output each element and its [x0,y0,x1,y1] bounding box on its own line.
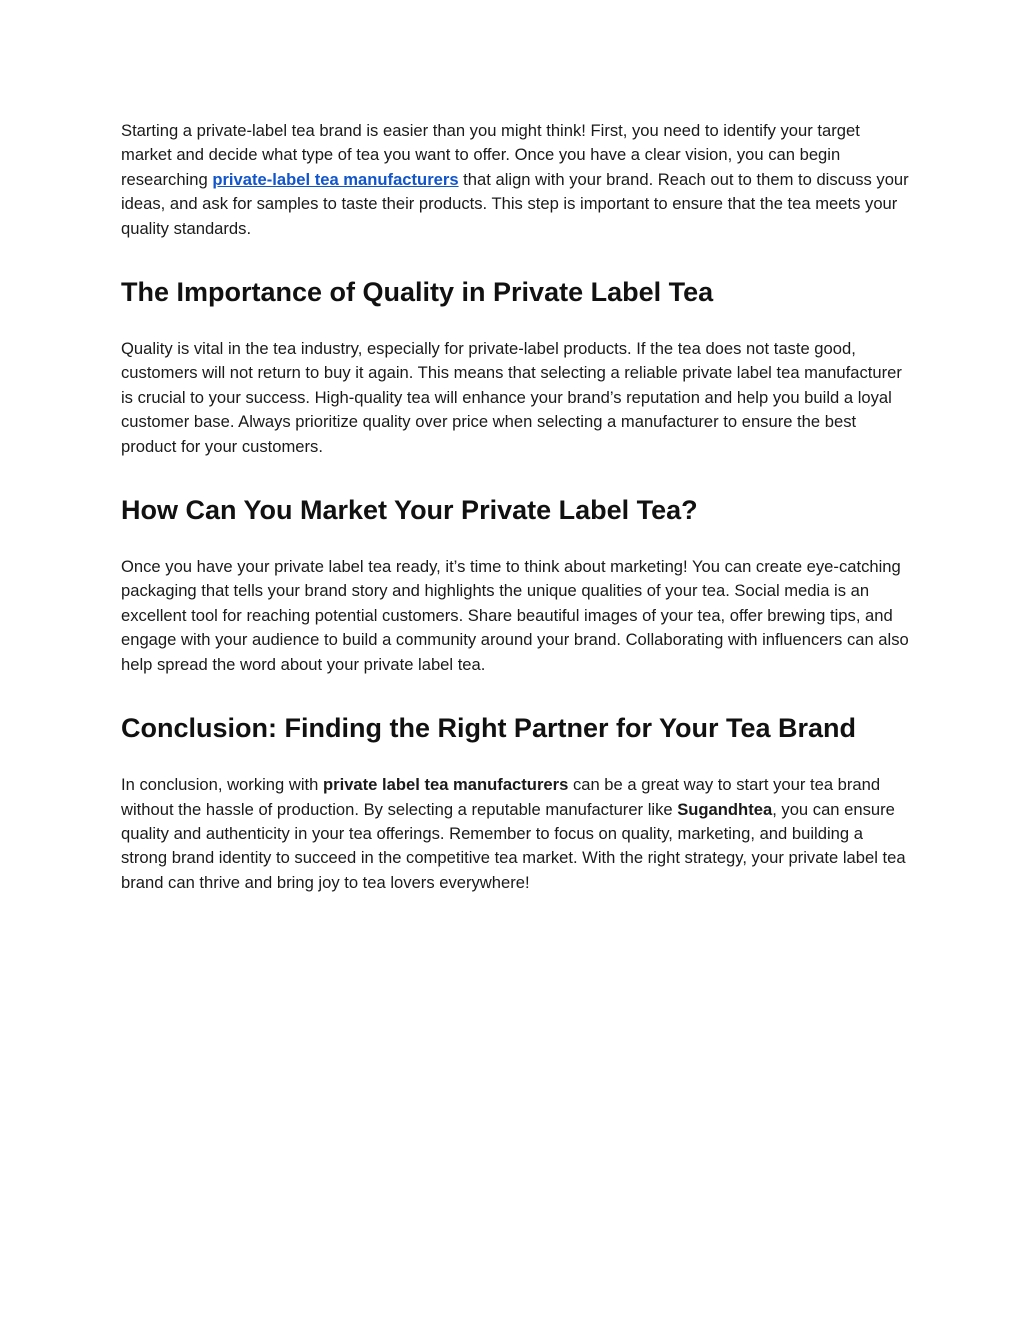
conclusion-bold-manufacturers: private label tea manufacturers [323,775,569,795]
manufacturers-link[interactable]: private-label tea manufacturers [212,169,459,189]
marketing-heading: How Can You Market Your Private Label Tea? [121,495,698,526]
intro-text-before-link: Starting a private-label tea brand is easier than you might think! First, you need to identify your target market and decide what type of tea you want to offer. Once you have a clear vision, you can begin researching [121,121,860,189]
document-page [121,119,911,895]
quality-paragraph: Quality is vital in the tea industry, especially for private-label products. If the tea does not taste good, customers will not return to buy it again. This means that selecting a reliable private label tea manufacturer is crucial to your success. High-quality tea will enhance your brand’s reputation and help you build a loyal customer base. Always prioritize quality over price when selecting a manufacturer to ensure the best product for your customers. [121,339,902,456]
marketing-paragraph: Once you have your private label tea ready, it’s time to think about marketing! You can create eye-catching packaging that tells your brand story and highlights the unique qualities of your tea. Social media is an excellent tool for reaching potential customers. Share beautiful images of your tea, offer brewing tips, and engage with your audience to build a community around your brand. Collaborating with influencers can also help spread the word about your private label tea. [121,557,909,674]
conclusion-heading: Conclusion: Finding the Right Partner for Your Tea Brand [121,713,857,744]
conclusion-text-part3: , you can ensure quality and authenticity in your tea offerings. Remember to focus on quality, marketing, and building a strong brand identity to succeed in the competitive tea market. With the right strategy, your private label tea brand can thrive and bring joy to tea lovers everywhere! [121,799,906,892]
conclusion-text-part2: can be a great way to start your tea brand without the hassle of production. By selecting a reputable manufacturer like [121,775,881,819]
conclusion-paragraph [121,773,911,895]
intro-paragraph [121,119,911,241]
conclusion-bold-brand: Sugandhtea [677,799,773,819]
conclusion-text-part1: In conclusion, working with [121,775,323,795]
intro-text-after-link: that align with your brand. Reach out to them to discuss your ideas, and ask for samples to taste their products. This step is important to ensure that the tea meets your quality standards. [121,169,909,238]
quality-heading: The Importance of Quality in Private Label Tea [121,277,714,308]
